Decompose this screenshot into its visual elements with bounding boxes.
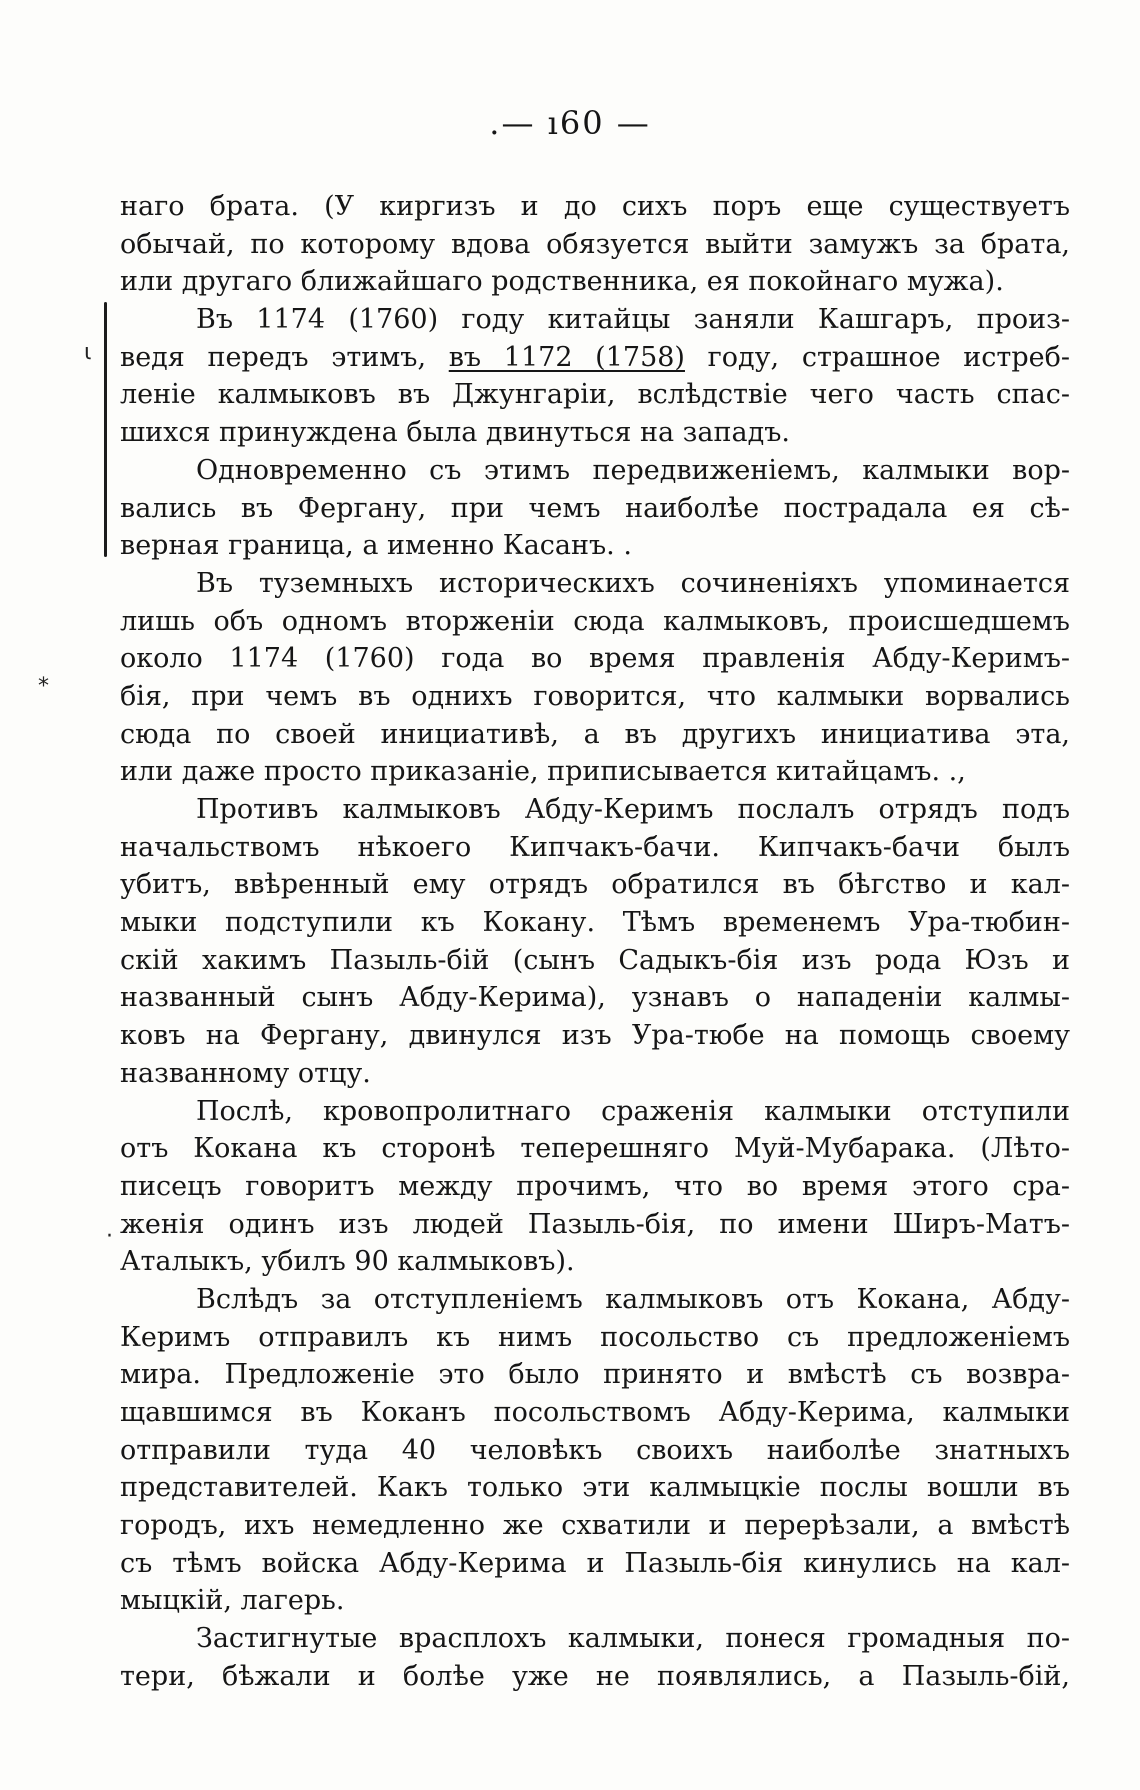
text-line: или даже просто приказаніе, приписывается китайцамъ. ., (120, 756, 966, 788)
text-line: верная граница, а именно Касанъ. . (120, 530, 632, 562)
text-line: скій хакимъ Пазыль-бій (сынъ Садыкъ-бія изъ рода Юзъ и (120, 944, 1070, 976)
text-line: щавшимся въ Коканъ посольствомъ Абду-Керима, калмыки (120, 1397, 1070, 1428)
text-line: Послѣ, кровопролитнаго сраженія калмыки отступили (196, 1095, 1070, 1127)
text-line: бія, при чемъ въ однихъ говорится, что калмыки ворвались (120, 680, 1070, 712)
page-number: .— ı60 — (489, 104, 651, 142)
text-line: мира. Предложеніе это было принято и вмѣстѣ съ возвра- (120, 1359, 1070, 1391)
margin-tick-mark: ⁎ (38, 667, 49, 692)
text-line: отъ Кокана къ сторонѣ теперешняго Муй-Мубарака. (Лѣто- (120, 1133, 1070, 1165)
underlined-text: въ 1172 (1758) (448, 341, 685, 373)
text-line: Одновременно съ этимъ передвиженіемъ, калмыки вор- (196, 454, 1070, 486)
text-line: убитъ, ввѣренный ему отрядъ обратился въ бѣгство и кал- (120, 869, 1070, 901)
text-line: шихся принуждена была двинуться на западъ. (120, 417, 790, 449)
text-line: Керимъ отправилъ къ нимъ посольство съ предложеніемъ (120, 1321, 1070, 1353)
text-line: Въ 1174 (1760) году китайцы заняли Кашгаръ, произ- (196, 304, 1070, 336)
text-line: ковъ на Фергану, двинулся изъ Ура-тюбе на помощь своему (120, 1020, 1070, 1052)
text-line: начальствомъ нѣкоего Кипчакъ-бачи. Кипчакъ-бачи былъ (120, 831, 1070, 863)
text-line: писецъ говоритъ между прочимъ, что во время этого сра- (120, 1170, 1070, 1202)
text-line: городъ, ихъ немедленно же схватили и перерѣзали, а вмѣстѣ (120, 1510, 1070, 1542)
text-line: ведя передъ этимъ, въ 1172 (1758) году, страшное истреб- (120, 341, 1070, 373)
text-line: женія одинъ изъ людей Пазыль-бія, по имени Ширъ-Матъ- (120, 1208, 1070, 1240)
text-line: названный сынъ Абду-Керима), узнавъ о нападеніи калмы- (120, 982, 1070, 1014)
text-line: съ тѣмъ войска Абду-Керима и Пазыль-бія кинулись на кал- (120, 1547, 1070, 1579)
text-line: представителей. Какъ только эти калмыцкіе послы вошли въ (120, 1472, 1070, 1504)
text-line: Вслѣдъ за отступленіемъ калмыковъ отъ Кокана, Абду- (196, 1283, 1070, 1315)
text-line: обычай, по которому вдова обязуется выйти замужъ за брата, (120, 228, 1070, 260)
text-line: отправили туда 40 человѣкъ своихъ наиболѣе знатныхъ (120, 1434, 1070, 1466)
text-line: мыки подступили къ Кокану. Тѣмъ временемъ Ура-тюбин- (120, 907, 1070, 939)
text-line: Застигнутые врасплохъ калмыки, понеся громадныя по- (196, 1623, 1070, 1655)
text-line: тери, бѣжали и болѣе уже не появлялись, а Пазыль-бій, (120, 1660, 1070, 1692)
margin-tick-mark: ι (84, 340, 92, 365)
text-line: мыцкій, лагерь. (120, 1585, 345, 1617)
text-line: Аталыкъ, убилъ 90 калмыковъ). (120, 1246, 575, 1278)
text-line: Противъ калмыковъ Абду-Керимъ послалъ отрядъ подъ (196, 794, 1070, 825)
text-line: около 1174 (1760) года во время правленія Абду-Керимъ- (120, 643, 1070, 675)
text-line: лишь объ одномъ вторженіи сюда калмыковъ, происшедшемъ (120, 605, 1070, 637)
text-line: вались въ Фергану, при чемъ наиболѣе пострадала ея сѣ- (120, 492, 1070, 524)
text-line: Въ туземныхъ историческихъ сочиненіяхъ упоминается (196, 567, 1070, 599)
text-line: или другаго ближайшаго родственника, ея покойнаго мужа). (120, 266, 1004, 298)
text-line: сюда по своей инициативѣ, а въ другихъ инициатива эта, (120, 718, 1070, 750)
text-line: леніе калмыковъ въ Джунгаріи, вслѣдствіе чего часть спас- (120, 379, 1070, 411)
margin-dot-mark: · (106, 1224, 113, 1249)
body-text (120, 188, 1070, 1696)
text-line: названному отцу. (120, 1057, 371, 1089)
text-line: наго брата. (У киргизъ и до сихъ поръ еще существуетъ (120, 191, 1070, 222)
margin-bracket-mark (104, 302, 107, 557)
